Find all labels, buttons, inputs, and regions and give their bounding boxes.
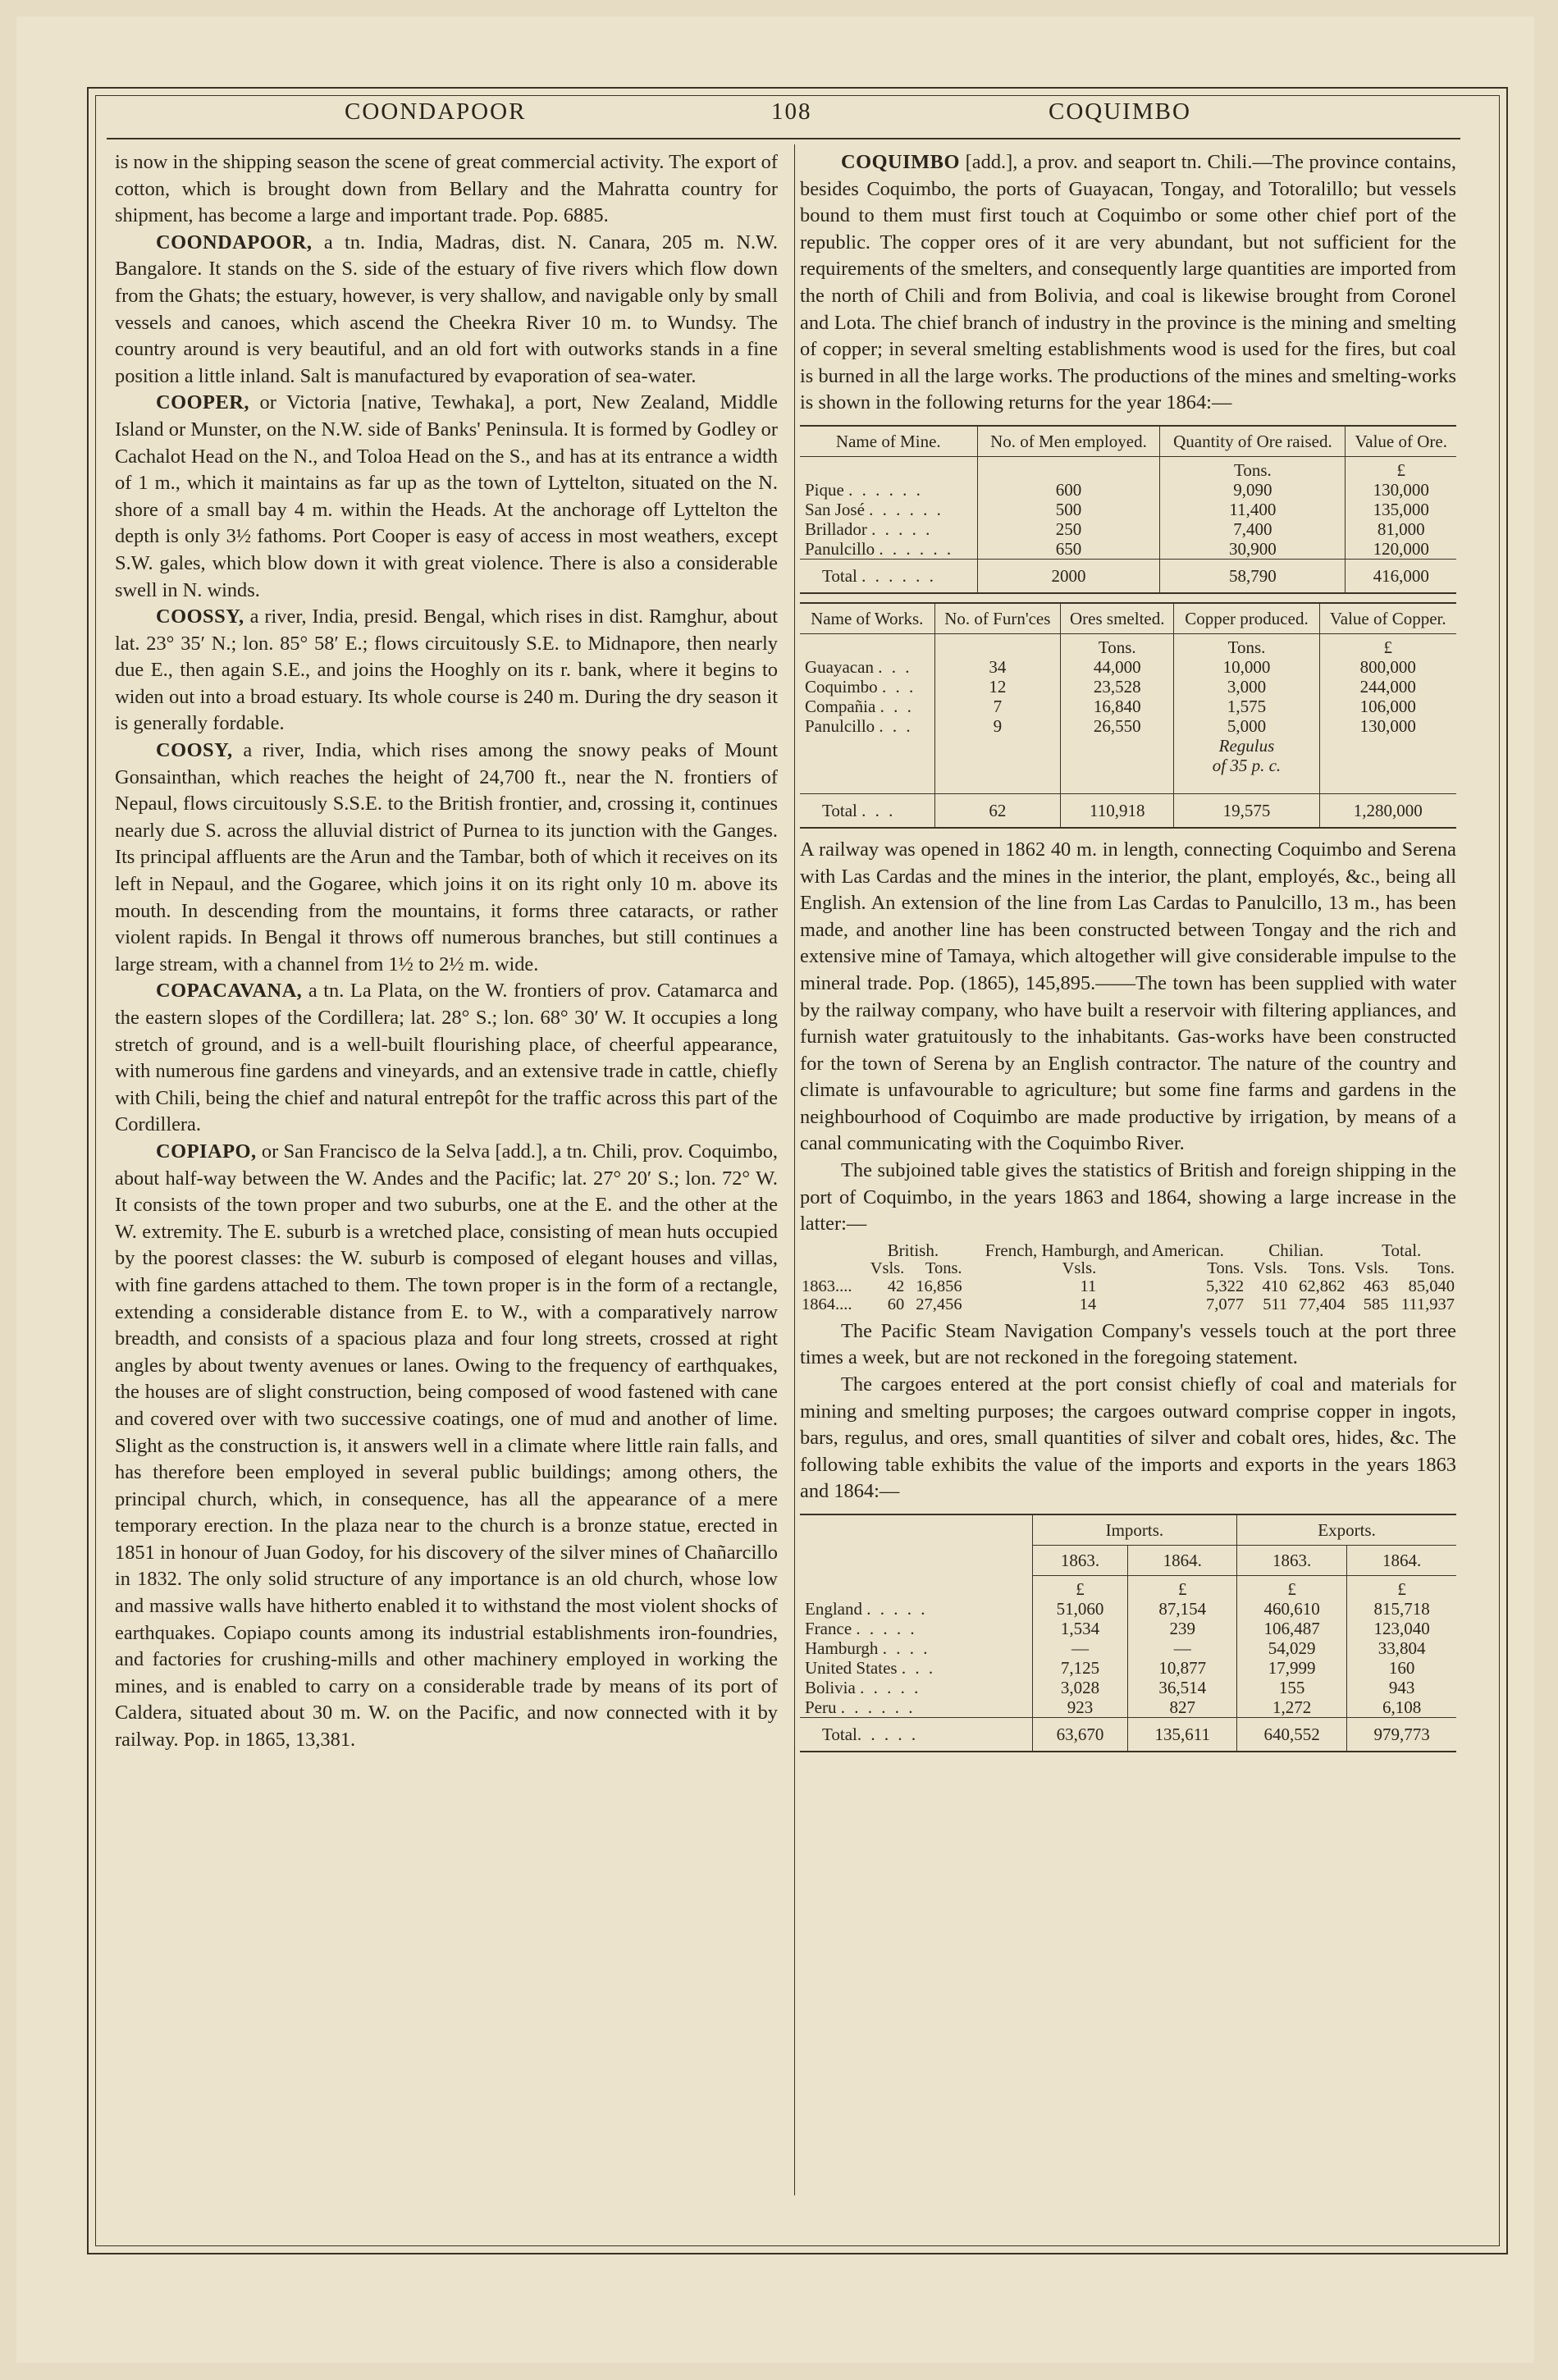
table-row: England . . . . . 51,060 87,154 460,610 815,718 [800, 1599, 1456, 1619]
table-cell: 60 [887, 1295, 905, 1313]
table-cell: 11,400 [1160, 500, 1346, 519]
table-cell: Panulcillo [805, 715, 875, 736]
table-header: Imports. [1032, 1514, 1237, 1546]
column-divider [794, 144, 795, 2195]
table-cell: £ [1237, 1576, 1347, 1600]
table-cell: 155 [1237, 1678, 1347, 1697]
table-cell [800, 456, 977, 480]
table-cell: 416,000 [1346, 559, 1456, 593]
shipping-table [800, 1241, 1456, 1313]
table-cell: — [1128, 1638, 1237, 1658]
table-cell: 460,610 [1237, 1599, 1347, 1619]
table-note: of 35 p. c. [1212, 755, 1282, 775]
table-row: Coquimbo . . . 12 23,528 3,000 244,000 [800, 677, 1456, 697]
article-headword: COPACAVANA, [156, 980, 303, 1003]
running-header [107, 92, 1460, 133]
table-cell: 244,000 [1319, 677, 1456, 697]
table-cell: 7,400 [1160, 519, 1346, 539]
table-cell: 9,090 [1160, 480, 1346, 500]
table-cell: 511 [1263, 1295, 1288, 1313]
paragraph [800, 837, 1456, 1158]
article-coossy [115, 604, 778, 738]
table-row: Bolivia . . . . . 3,028 36,514 155 943 [800, 1678, 1456, 1697]
article-headword: COPIAPO, [156, 1140, 257, 1163]
table-row: Panulcillo . . . 9 26,550 5,000 130,000 [800, 716, 1456, 736]
trade-table [800, 1514, 1456, 1752]
table-cell: Bolivia [805, 1678, 856, 1697]
table-cell: 30,900 [1160, 539, 1346, 560]
table-cell: 14 [1079, 1295, 1097, 1313]
page-number: 108 [771, 98, 812, 125]
table-cell: 1863.... [802, 1277, 852, 1295]
table-row: San José . . . . . . 500 11,400 135,000 [800, 500, 1456, 519]
table-cell: 77,404 [1299, 1295, 1346, 1313]
table-header: Value of Copper. [1319, 603, 1456, 634]
table-cell: 923 [1032, 1697, 1128, 1718]
table-row: United States . . . 7,125 10,877 17,999 160 [800, 1658, 1456, 1678]
table-cell: 815,718 [1347, 1599, 1456, 1619]
right-column [800, 149, 1456, 1761]
article-body: or Victoria [native, Tewhaka], a port, New Zealand, Middle Island or Munster, on the N.W. side of Banks' Peninsula. It is formed by Godley or Cachalot Head on the N., and Toloa Head on the S., and has at its entrance a width of 1 m., which it maintains as far up as the town of Lyttelton, situated on the N. shore of a small bay 4 m. within the Heads. At the anchorage off Lyttelton the depth is only 3½ fathoms. Port Cooper is easy of access in most weathers, except S.W. gales, which blow down it with great violence. There is also a considerable swell in N. winds. [115, 391, 778, 601]
table-header: Copper produced. [1174, 603, 1319, 634]
table-subheader: Vsls. [1062, 1259, 1097, 1277]
table-cell: 239 [1128, 1619, 1237, 1638]
table-cell: Panulcillo [805, 538, 875, 559]
table-cell [934, 633, 1061, 657]
table-cell: Pique [805, 479, 844, 500]
table-cell: 1,280,000 [1319, 793, 1456, 828]
table-cell: 943 [1347, 1678, 1456, 1697]
table-cell: 130,000 [1319, 716, 1456, 736]
table-header: Name of Mine. [800, 426, 977, 457]
table-subheader: Vsls. [1354, 1259, 1389, 1277]
table-header: No. of Furn'ces [934, 603, 1061, 634]
article-continuation [115, 149, 778, 230]
table-cell: 7 [934, 697, 1061, 716]
table-cell: United States [805, 1658, 898, 1678]
table-cell: 3,000 [1174, 677, 1319, 697]
table-cell: 135,611 [1128, 1718, 1237, 1752]
table-row: Guayacan . . . 34 44,000 10,000 800,000 [800, 657, 1456, 677]
article-headword: COOSY, [156, 739, 233, 762]
article-body: a river, India, presid. Bengal, which rises in dist. Ramghur, about lat. 23° 35′ N.; lon. 85° 58′ E.; flows circuitously S.E. to Midnapore, then nearly due E., then again S.E., and joins the Hooghly on its r. bank, where it begins to widen out into a broad estuary. Its whole course is 240 m. During the dry season it is generally fordable. [115, 605, 778, 735]
table-cell: 979,773 [1347, 1718, 1456, 1752]
article-headword: COOPER, [156, 391, 249, 414]
table-row: France . . . . . 1,534 239 106,487 123,040 [800, 1619, 1456, 1638]
table-cell: 16,856 [916, 1277, 962, 1295]
table-cell: 827 [1128, 1697, 1237, 1718]
table-cell: £ [1346, 456, 1456, 480]
table-header: British. [887, 1240, 939, 1260]
works-table [800, 602, 1456, 829]
table-header: Value of Ore. [1346, 426, 1456, 457]
table-cell: 1,534 [1032, 1619, 1128, 1638]
table-cell: 585 [1363, 1295, 1389, 1313]
table-cell: France [805, 1619, 852, 1638]
table-cell: 44,000 [1061, 657, 1174, 677]
article-body: a river, India, which rises among the snowy peaks of Mount Gonsainthan, which reaches the height of 24,700 ft., near the N. frontiers of Nepaul, flows circuitously S.S.E. to the British frontier, and, crossing it, continues nearly due S. across the alluvial district of Purnea to its junction with the Ganges. Its principal affluents are the Arun and the Tambar, both of which it receives on its left in Nepaul, and the Gogaree, which joins it on its right only 10 m. above its mouth. In descending from the mountains, it forms three cataracts, or rather violent rapids. In Bengal it throws off numerous branches, but still continues a large stream, with a channel from 1½ to 2½ m. wide. [115, 739, 778, 975]
table-cell: 62,862 [1299, 1277, 1346, 1295]
table-cell: 1864.... [802, 1295, 852, 1313]
table-cell: 650 [977, 539, 1160, 560]
table-cell: 123,040 [1347, 1619, 1456, 1638]
table-note: Regulus [1218, 735, 1275, 756]
table-cell: 12 [934, 677, 1061, 697]
table-cell: Guayacan [805, 656, 874, 677]
article-cooper [115, 390, 778, 604]
table-cell: 7,125 [1032, 1658, 1128, 1678]
table-cell: 463 [1363, 1277, 1389, 1295]
table-cell: 26,550 [1061, 716, 1174, 736]
table-row: Pique . . . . . . 600 9,090 130,000 [800, 480, 1456, 500]
table-cell: 63,670 [1032, 1718, 1128, 1752]
table-cell: 87,154 [1128, 1599, 1237, 1619]
table-row [800, 1277, 1456, 1295]
table-cell: 34 [934, 657, 1061, 677]
table-header: French, Hamburgh, and American. [985, 1240, 1224, 1260]
table-subheader: Vsls. [870, 1259, 905, 1277]
article-body: a tn. India, Madras, dist. N. Canara, 205 m. N.W. Bangalore. It stands on the S. side of the estuary of five rivers which flow down from the Ghats; the estuary, however, is very shallow, and navigable only by small vessels and canoes, which ascend the Cheekra River 10 m. to Wundsy. The country around is very beautiful, and an old fort with outworks stands in a fine position a little inland. Salt is manufactured by evaporation of sea-water. [115, 231, 778, 387]
article-copacavana [115, 978, 778, 1139]
table-cell: 42 [887, 1277, 905, 1295]
table-cell: Total [822, 800, 857, 820]
table-cell: 5,000 [1174, 716, 1319, 736]
table-header: 1864. [1128, 1546, 1237, 1576]
table-header: 1863. [1237, 1546, 1347, 1576]
table-cell: 19,575 [1174, 793, 1319, 828]
table-cell: 36,514 [1128, 1678, 1237, 1697]
table-cell: £ [1128, 1576, 1237, 1600]
table-cell: 5,322 [1206, 1277, 1245, 1295]
paragraph-text: The Pacific Steam Navigation Company's vessels touch at the port three times a week, but are not reckoned in the foregoing statement. [800, 1319, 1456, 1369]
table-cell: 1,575 [1174, 697, 1319, 716]
table-cell: 3,028 [1032, 1678, 1128, 1697]
table-subheader: Tons. [1308, 1259, 1346, 1277]
table-cell: 10,000 [1174, 657, 1319, 677]
table-header: Quantity of Ore raised. [1160, 426, 1346, 457]
table-cell: 62 [934, 793, 1061, 828]
paragraph-text: A railway was opened in 1862 40 m. in length, connecting Coquimbo and Serena with Las Cardas and the mines in the interior, the plant, employés, &c., being all English. An extension of the line from Las Cardas to Panulcillo, 13 m., has been made, and another line has been constructed between Tongay and the rich and extensive mine of Tamaya, which altogether will give considerable impulse to the mineral trade. Pop. (1865), 145,895.——The town has been supplied with water by the railway company, who have built a reservoir with filtering appliances, and furnish water gratuitously to the inhabitants. Gas-works have been constructed for the town of Serena by an English contractor. The nature of the country and climate is unfavourable to agriculture; but some fine farms and gardens in the neighbourhood of Coquimbo are made productive by irrigation, by means of a canal communicating with the Coquimbo River. [800, 838, 1456, 1155]
table-header: Exports. [1237, 1514, 1456, 1546]
table-cell: 85,040 [1408, 1277, 1455, 1295]
paragraph-text: The subjoined table gives the statistics of British and foreign shipping in the port of Coquimbo, in the years 1863 and 1864, showing a large increase in the latter:— [800, 1159, 1456, 1236]
table-cell: England [805, 1599, 862, 1619]
table-cell: Coquimbo [805, 676, 878, 697]
table-cell: 106,487 [1237, 1619, 1347, 1638]
article-body: is now in the shipping season the scene of great commercial activity. The export of cotton, which is brought down from Bellary and the Mahratta country for shipment, has become a large and important trade. Pop. 6885. [115, 151, 778, 227]
table-row: Compañia . . . 7 16,840 1,575 106,000 [800, 697, 1456, 716]
table-subheader: Tons. [1418, 1259, 1455, 1277]
table-cell: £ [1347, 1576, 1456, 1600]
table-header: Ores smelted. [1061, 603, 1174, 634]
table-row [800, 1295, 1456, 1313]
table-header: 1863. [1032, 1546, 1128, 1576]
table-cell: 500 [977, 500, 1160, 519]
table-cell: 110,918 [1061, 793, 1174, 828]
table-subheader: Vsls. [1253, 1259, 1288, 1277]
article-headword: COONDAPOOR, [156, 231, 313, 254]
table-cell: £ [1032, 1576, 1128, 1600]
table-cell: Compañia [805, 696, 876, 716]
paragraph [800, 1318, 1456, 1372]
table-header: 1864. [1347, 1546, 1456, 1576]
article-headword: COOSSY, [156, 605, 244, 628]
table-cell: 81,000 [1346, 519, 1456, 539]
table-cell: Hamburgh [805, 1638, 879, 1658]
table-cell: 11 [1080, 1277, 1097, 1295]
table-cell: 106,000 [1319, 697, 1456, 716]
table-header: Total. [1382, 1240, 1422, 1260]
table-cell: Total [822, 1724, 857, 1744]
table-cell: 600 [977, 480, 1160, 500]
left-column [115, 149, 778, 1754]
table-cell: 1,272 [1237, 1697, 1347, 1718]
table-cell: 16,840 [1061, 697, 1174, 716]
table-cell: 111,937 [1400, 1295, 1455, 1313]
article-body: or San Francisco de la Selva [add.], a tn. Chili, prov. Coquimbo, about half-way between the W. Andes and the Pacific; lat. 27° 20′ S.; lon. 72° W. It consists of the town proper and two suburbs, one at the E. and the other at the W. extremity. The E. suburb is a wretched place, consisting of mean huts occupied by the poorest classes: the W. suburb is composed of elegant houses and villas, with fine gardens attached to them. The town proper is in the form of a rectangle, extending a considerable distance from E. to W., with a comparatively narrow breadth, and consists of a spacious plaza and four long streets, crossed at right angles by about twenty avenues or lanes. Owing to the frequency of earthquakes, the houses are of slight construction, being composed of wood fastened with cane and covered over with two successive coatings, one of mud and another of lime. Slight as the construction is, it answers well in a climate where little rain falls, and has therefore been employed in several public buildings; among others, the principal church, which, in consequence, has all the appearance of a mere temporary erection. In the plaza near to the church is a bronze statue, erected in 1851 in honour of Juan Godoy, for his discovery of the silver mines of Chañarcillo in 1832. The only solid structure of any importance is an old church, whose low and massive walls have hitherto enabled it to withstand the most violent shocks of earthquakes. Copiapo counts among its industrial establishments iron-foundries, and factories for crushing-mills and other machinery employed in working the mines, and is enabled to carry on a considerable trade by means of its port of Caldera, situated about 30 m. W. on the Pacific, and now connected with it by railway. Pop. in 1865, 13,381. [115, 1140, 778, 1752]
table-row: Peru . . . . . . 923 827 1,272 6,108 [800, 1697, 1456, 1718]
table-cell: 7,077 [1206, 1295, 1245, 1313]
table-row: Brillador . . . . . 250 7,400 81,000 [800, 519, 1456, 539]
paragraph [800, 1158, 1456, 1238]
table-cell: 9 [934, 716, 1061, 736]
paragraph-text: The cargoes entered at the port consist chiefly of coal and materials for mining and smelting purposes; the cargoes outward comprise copper in ingots, bars, regulus, and ores, small quantities of silver and cobalt ores, hides, &c. The following table exhibits the value of the imports and exports in the years 1863 and 1864:— [800, 1373, 1456, 1503]
table-cell: 17,999 [1237, 1658, 1347, 1678]
article-coquimbo [800, 149, 1456, 417]
table-subheader: Tons. [1207, 1259, 1245, 1277]
article-body: [add.], a prov. and seaport tn. Chili.—The province contains, besides Coquimbo, the ports of Guayacan, Tongay, and Totoralillo; but vessels bound to them must first touch at Coquimbo or some other chief port of the republic. The copper ores of it are very abundant, but not sufficient for the requirements of the smelters, and consequently large quantities are imported from the north of Chili and from Bolivia, and coal is likewise brought from Coronel and Lota. The chief branch of industry in the province is the mining and smelting of copper; in several smelting establishments wood is used for the fires, but coal is burned in all the large works. The productions of the mines and smelting-works is shown in the following returns for the year 1864:— [800, 151, 1456, 414]
table-cell: 58,790 [1160, 559, 1346, 593]
table-cell: 6,108 [1347, 1697, 1456, 1718]
table-cell: Tons. [1160, 456, 1346, 480]
table-cell: 10,877 [1128, 1658, 1237, 1678]
table-cell: 23,528 [1061, 677, 1174, 697]
table-total-row: Total . . . . . . 2000 58,790 416,000 [800, 559, 1456, 593]
table-header: Chilian. [1268, 1240, 1324, 1260]
table-cell: £ [1319, 633, 1456, 657]
table-cell: 51,060 [1032, 1599, 1128, 1619]
table-cell: 800,000 [1319, 657, 1456, 677]
article-headword: COQUIMBO [841, 151, 960, 173]
header-left-word: COONDAPOOR [345, 98, 527, 125]
table-cell: Tons. [1174, 633, 1319, 657]
article-body: a tn. La Plata, on the W. frontiers of prov. Catamarca and the eastern slopes of the Cordillera; lat. 28° S.; lon. 68° 30′ W. It occupies a long stretch of ground, and is a well-built flourishing place, of cheerful appearance, with numerous fine gardens and vineyards, and an extensive trade in cattle, chiefly with Chili, being the chief and natural entrepôt for the traffic across this part of the Cordillera. [115, 980, 778, 1136]
table-cell: Total [822, 565, 857, 586]
table-cell: 130,000 [1346, 480, 1456, 500]
table-cell: 640,552 [1237, 1718, 1347, 1752]
article-copiapo [115, 1139, 778, 1754]
table-cell: — [1032, 1638, 1128, 1658]
paragraph [800, 1372, 1456, 1505]
table-cell: Peru [805, 1697, 837, 1717]
table-cell: 2000 [977, 559, 1160, 593]
header-right-word: COQUIMBO [1049, 98, 1191, 125]
table-cell: Brillador [805, 518, 867, 539]
mines-table [800, 425, 1456, 594]
table-cell: 160 [1347, 1658, 1456, 1678]
table-total-row: Total. . . . . 63,670 135,611 640,552 979,773 [800, 1718, 1456, 1752]
table-cell [800, 633, 934, 657]
table-cell: 33,804 [1347, 1638, 1456, 1658]
table-row: Panulcillo . . . . . . 650 30,900 120,000 [800, 539, 1456, 560]
table-header: Name of Works. [800, 603, 934, 634]
header-rule [107, 138, 1460, 139]
table-total-row: Total . . . 62 110,918 19,575 1,280,000 [800, 793, 1456, 828]
table-cell: 120,000 [1346, 539, 1456, 560]
table-subheader: Tons. [925, 1259, 962, 1277]
table-cell [977, 456, 1160, 480]
table-row: Hamburgh . . . . — — 54,029 33,804 [800, 1638, 1456, 1658]
article-coosy [115, 738, 778, 978]
table-cell: 54,029 [1237, 1638, 1347, 1658]
table-cell: San José [805, 499, 865, 519]
table-cell: Tons. [1061, 633, 1174, 657]
table-cell: 27,456 [916, 1295, 962, 1313]
table-cell: 135,000 [1346, 500, 1456, 519]
table-cell: 250 [977, 519, 1160, 539]
article-coondapoor [115, 230, 778, 391]
table-header: No. of Men employed. [977, 426, 1160, 457]
table-cell [800, 1576, 1032, 1600]
table-cell: 410 [1262, 1277, 1288, 1295]
